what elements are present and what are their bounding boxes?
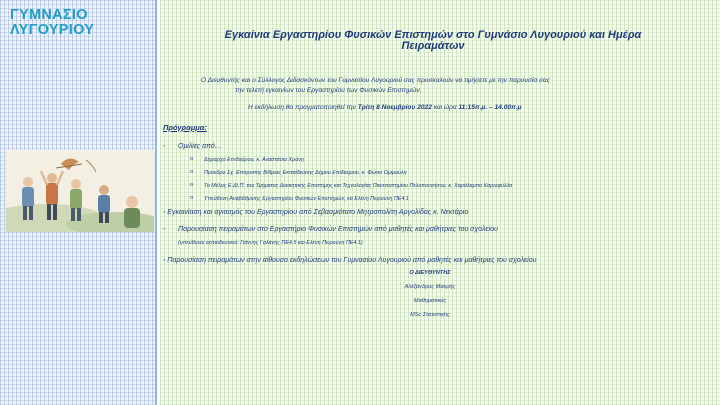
school-title-line2: ΛΥΓΟΥΡΙΟΥ xyxy=(10,22,95,38)
invitation-line2: την τελετή εγκαινίων του Εργαστηρίου των Φυσικών Επιστημών. xyxy=(235,87,422,94)
school-title-line1: ΓΥΜΝΑΣΙΟ xyxy=(10,7,88,23)
event-time-mid: και ώρα xyxy=(433,104,457,111)
sidebar-panel xyxy=(0,0,155,405)
item3-dash: - xyxy=(163,226,166,233)
bullet-circle-icon: o xyxy=(190,169,194,175)
program-heading xyxy=(163,123,207,132)
program-item-hall-experiments: - Παρουσίαση πειραμάτων στην αίθουσα εκδηλώσεων του Γυμνασίου Λυγουριού από μαθητές και μαθήτριες του σχολείου xyxy=(163,257,537,264)
content-panel xyxy=(160,0,720,405)
signature-name: Αλέξανδρος Μακρής xyxy=(404,284,456,290)
event-headline xyxy=(193,30,673,52)
event-time: 11:15π.μ. – 14.00π.μ xyxy=(458,104,522,111)
bullet-circle-icon: o xyxy=(190,156,194,162)
speaker-item: Πρόεδρο Σχ. Επιτροπής Β/θμιας Εκπαίδευσης Δήμου Επιδαύρου, κ. Φώτιο Ομιμούλη xyxy=(204,170,407,176)
speaker-item: Υπεύθυνη Αναβάθμισης Εργαστηρίου Φυσικών Επιστημών, κα Ελένη Πειρούνη ΠΕ4.1 xyxy=(204,196,409,202)
speaker-item: Το Μέλος Ε.ΔΙ.Π. του Τμήματος Διοικητικής Επιστήμης και Τεχνολογίας Πανεπιστημίου Πελοποννήσου, κ. Χαράλαμπο Καριοφύλλα xyxy=(204,183,513,189)
signature-title: Μαθηματικός xyxy=(413,298,447,304)
program-heading-colon: : xyxy=(204,123,207,132)
children-illustration xyxy=(6,150,154,232)
headline-line2: Πειραμάτων xyxy=(401,40,465,52)
speaker-item: Δήμαρχο Επιδαύρου, κ. Αναστάσιο Χρόνη xyxy=(204,157,304,163)
invitation-line1: Ο Διευθυντής και ο Σύλλογος Διδασκόντων του Γυμνασίου Λυγουριού σας προσκαλούν να τιμήσετε με την παρουσία σας xyxy=(201,77,550,84)
program-item-lab-experiments: Παρουσίαση πειραμάτων στο Εργαστήριο Φυσικών Επιστημών από μαθητές και μαθήτριες του σχολείου xyxy=(178,226,498,233)
bullet-circle-icon: o xyxy=(190,182,194,188)
program-heading-text: Πρόγραμμα xyxy=(163,123,205,132)
bullet-circle-icon: o xyxy=(190,195,194,201)
speeches-title: Ομιλίες από… xyxy=(178,143,222,150)
school-title xyxy=(10,8,150,38)
event-date: Τρίτη 8 Νοεμβρίου 2022 xyxy=(357,104,432,111)
event-time-prefix: Η εκδήλωση θα πραγματοποιηθεί την xyxy=(248,104,356,111)
program-item-lab-note: (υπεύθυνοι εκπαιδευτικοί: Γιάννης Γαλάνης ΠΕ4.5 και Ελένη Πειρούνη ΠΕ4.1) xyxy=(178,240,363,246)
headline-line1: Εγκαίνια Εργαστηρίου Φυσικών Επιστημών στο Γυμνάσιο Λυγουριού και Ημέρα xyxy=(224,29,642,41)
invitation-line3 xyxy=(248,104,522,111)
program-item-blessing: - Εγκαινίαση και αγιασμός του Εργαστηρίου από Σεβασμιότατο Μητροπολίτη Αργολίδας κ. Νεκτάριο xyxy=(163,209,469,216)
speeches-dash: - xyxy=(163,143,166,150)
signature-degree: MSc Στατιστικής xyxy=(410,312,450,318)
sidebar-divider xyxy=(155,0,157,405)
signature-role: Ο ΔΙΕΥΘΥΝΤΗΣ xyxy=(409,270,451,276)
